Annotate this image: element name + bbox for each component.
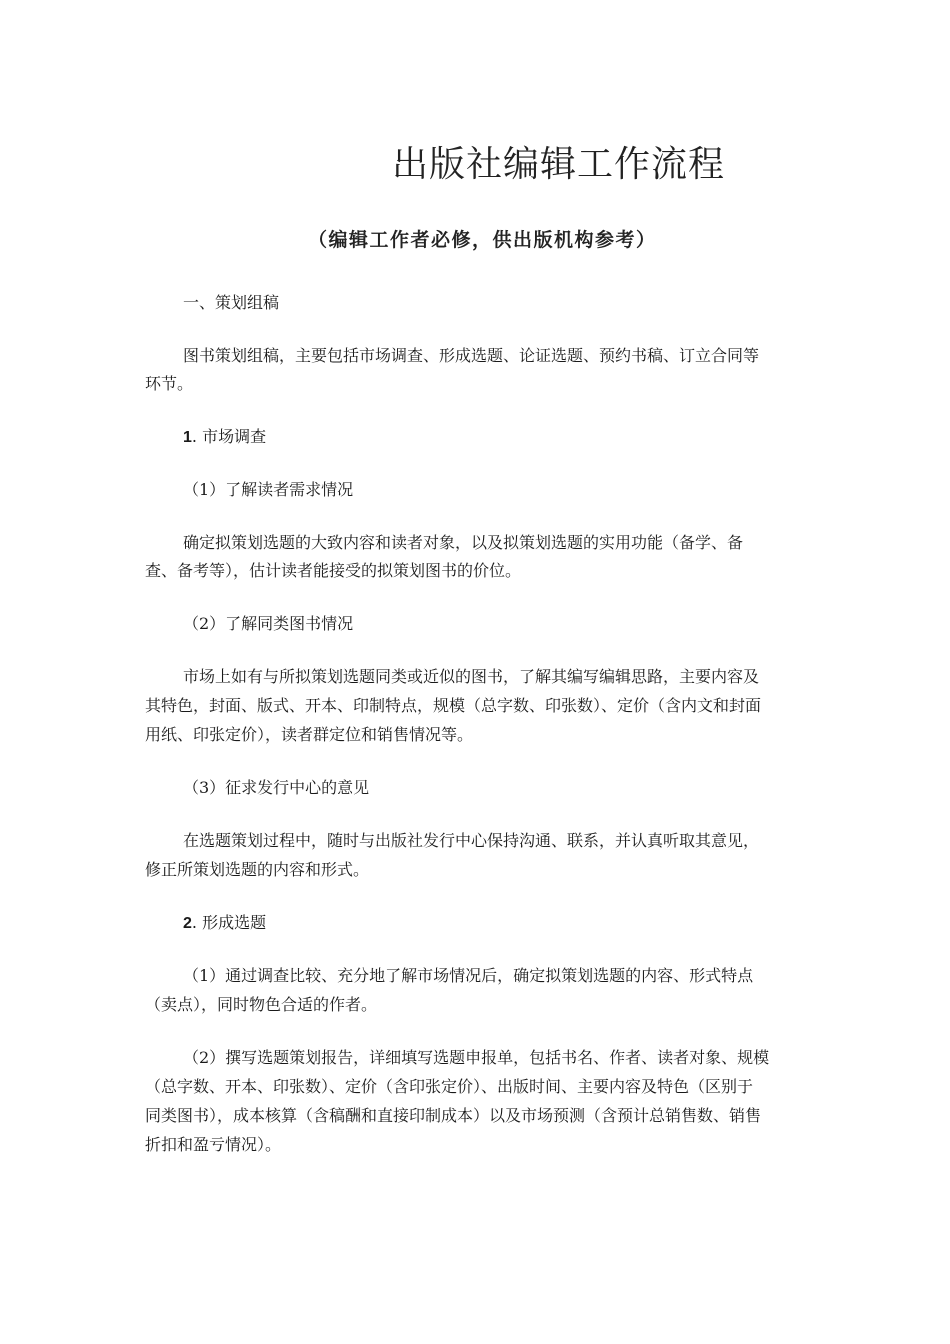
paragraph-line: 其特色，封面、版式、开本、印制特点，规模（总字数、印张数）、定价（含内文和封面	[145, 696, 762, 715]
item-heading: （3）征求发行中心的意见	[183, 778, 370, 797]
subsection-title: . 市场调查	[191, 427, 267, 446]
paragraph-line: 环节。	[145, 374, 194, 393]
paragraph-line: 确定拟策划选题的大致内容和读者对象，以及拟策划选题的实用功能（备学、备	[183, 533, 744, 552]
subsection-title: . 形成选题	[191, 913, 267, 932]
page-title: 出版社编辑工作流程	[392, 144, 726, 185]
page-subtitle: （编辑工作者必修，供出版机构参考）	[308, 229, 657, 251]
paragraph-line: （卖点），同时物色合适的作者。	[145, 995, 378, 1014]
paragraph-line: 查、备考等），估计读者能接受的拟策划图书的价位。	[145, 561, 522, 580]
paragraph-line: （1）通过调查比较、充分地了解市场情况后，确定拟策划选题的内容、形式特点	[183, 966, 754, 985]
paragraph-line: 用纸、印张定价），读者群定位和销售情况等。	[145, 725, 474, 744]
paragraph-line: 折扣和盈亏情况）。	[145, 1135, 282, 1154]
paragraph-line: （2）撰写选题策划报告，详细填写选题申报单，包括书名、作者、读者对象、规模	[183, 1048, 770, 1067]
paragraph-line: 图书策划组稿，主要包括市场调查、形成选题、论证选题、预约书稿、订立合同等	[183, 346, 760, 365]
paragraph-line: 修正所策划选题的内容和形式。	[145, 860, 370, 879]
paragraph-line: 同类图书），成本核算（含稿酬和直接印制成本）以及市场预测（含预计总销售数、销售	[145, 1106, 762, 1125]
paragraph-line: 市场上如有与所拟策划选题同类或近似的图书，了解其编写编辑思路，主要内容及	[183, 667, 760, 686]
subsection-number: 2	[183, 915, 192, 932]
paragraph-line: 在选题策划过程中，随时与出版社发行中心保持沟通、联系，并认真听取其意见，	[183, 831, 760, 850]
subsection-heading	[183, 913, 266, 934]
section-heading: 一、策划组稿	[183, 293, 280, 312]
item-heading: （2）了解同类图书情况	[183, 614, 354, 633]
item-heading: （1）了解读者需求情况	[183, 480, 354, 499]
subsection-number: 1	[183, 429, 192, 446]
paragraph-line: （总字数、开本、印张数）、定价（含印张定价）、出版时间、主要内容及特色（区别于	[145, 1077, 754, 1096]
subsection-heading	[183, 427, 266, 448]
